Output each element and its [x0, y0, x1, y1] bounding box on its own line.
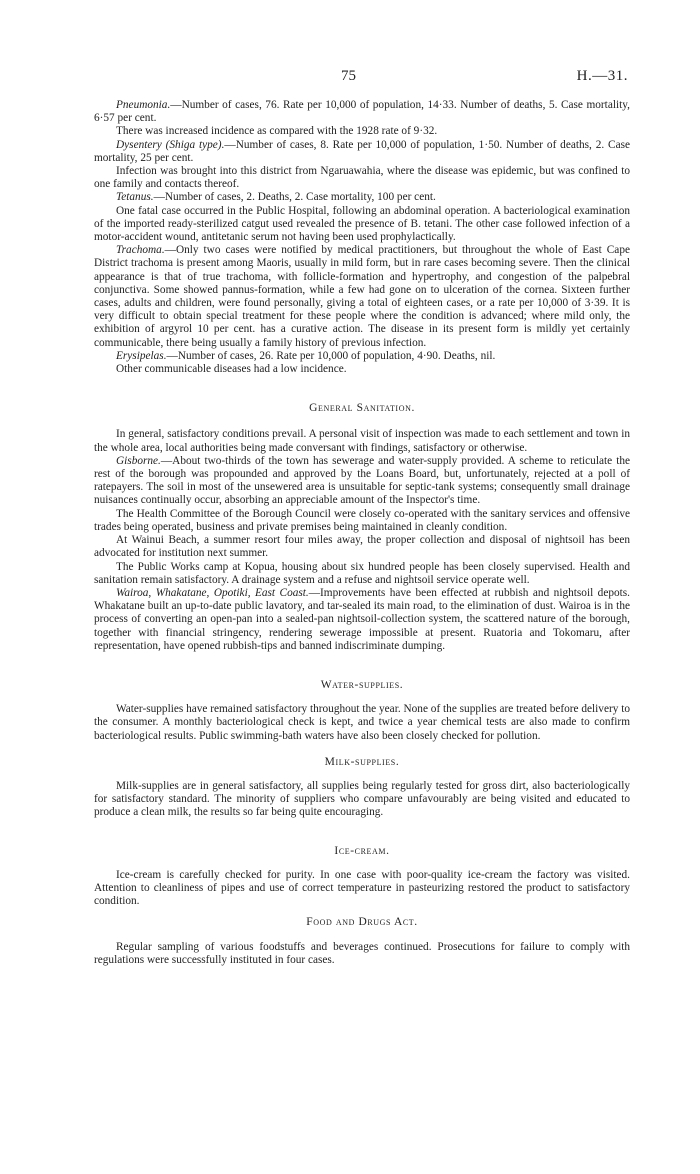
sanitation-intro: In general, satisfactory conditions prevail. A personal visit of inspection was made to each settlement and town in the whole area, local authorities being made conversant with findings, satisfactory or otherwise.	[94, 428, 630, 454]
food-drugs-paragraph: Regular sampling of various foodstuffs and beverages continued. Prosecutions for failure to comply with regulations were successfully instituted in four cases.	[94, 940, 630, 966]
general-sanitation-heading: General Sanitation.	[309, 402, 415, 415]
tetanus-note: One fatal case occurred in the Public Hospital, following an abdominal operation. A bacteriological examination of the imported ready-sterilized catgut used revealed the presence of B. tetani. The other case followed infection of a motor-accident wound, antitetanic serum not having been used prophylactically.	[94, 204, 630, 244]
dysentery-note: Infection was brought into this district from Ngaruawahia, where the disease was epidemic, but was confined to one family and contacts thereof.	[94, 165, 630, 191]
trachoma-paragraph: Trachoma.—Only two cases were notified by medical practitioners, but throughout the whole of East Cape District trachoma is present among Maoris, usually in mild form, but in rare cases becoming severe. Then the clinical appearance is that of true trachoma, with follicle-formation and hypertrophy, and congestion of the palpebral conjunctiva. Some showed pannus-formation, while a few had gone on to ulceration of the cornea. Sixteen further cases, adults and children, were found personally, giving a total of eighteen cases, or a rate per 10,000 of 3·39. It is very difficult to obtain special treatment for these people where the condition is advanced; where mild only, the exhibition of argyrol 10 per cent. has a curative action. The disease in its present form is mildly yet certainly communicable, there being usually a family history of previous infection.	[94, 244, 630, 349]
wainui-beach-paragraph: At Wainui Beach, a summer resort four miles away, the proper collection and disposal of nightsoil has been advocated for institution next summer.	[94, 534, 630, 560]
other-diseases-note: Other communicable diseases had a low incidence.	[116, 363, 347, 376]
ice-cream-paragraph: Ice-cream is carefully checked for purity. In one case with poor-quality ice-cream the factory was visited. Attention to cleanliness of pipes and use of correct temperature in pasteurizing restored the product to satisfactory condition.	[94, 868, 630, 908]
pneumonia-note: There was increased incidence as compared with the 1928 rate of 9·32.	[116, 125, 438, 138]
report-body	[94, 99, 630, 967]
milk-supplies-paragraph: Milk-supplies are in general satisfactory, all supplies being regularly tested for gross dirt, also bacteriologically for satisfactory standard. The minority of suppliers who compare unfavourably are being visited and educated to produce a clean milk, the results so far being quite encouraging.	[94, 779, 630, 819]
document-reference: H.—31.	[576, 68, 628, 84]
erysipelas-paragraph: Erysipelas.—Number of cases, 26. Rate per 10,000 of population, 4·90. Deaths, nil.	[116, 349, 496, 362]
disease-name: Tetanus.	[116, 191, 154, 204]
communicable-diseases-section	[94, 99, 630, 376]
food-drugs-heading: Food and Drugs Act.	[306, 916, 418, 929]
general-sanitation-section	[94, 428, 630, 652]
health-committee-paragraph: The Health Committee of the Borough Council were closely co-operated with the sanitary services and offensive trades being operated, business and private premises being maintained in cleanly condition.	[94, 507, 630, 533]
disease-name: Trachoma.	[116, 244, 165, 257]
dysentery-paragraph: Dysentery (Shiga type).—Number of cases, 8. Rate per 10,000 of population, 1·50. Number of deaths, 2. Case mortality, 25 per cent.	[94, 138, 630, 164]
gisborne-paragraph: Gisborne.—About two-thirds of the town has sewerage and water-supply provided. A scheme to reticulate the rest of the borough was propounded and approved by the Loans Board, but, unfortunately, rejected at a poll of ratepayers. The soil in most of the unsewered area is unsuitable for septic-tank systems; consequently small drainage nuisances continually occur, absorbing an appreciable amount of the Inspector's time.	[94, 454, 630, 507]
tetanus-paragraph: Tetanus.—Number of cases, 2. Deaths, 2. Case mortality, 100 per cent.	[116, 191, 436, 204]
wairoa-paragraph: Wairoa, Whakatane, Opotiki, East Coast.—Improvements have been effected at rubbish and nightsoil depots. Whakatane built an up-to-date public lavatory, and tar-sealed its main road, to the elimination of dust. Wairoa is in the process of converting an open-pan into a sealed-pan nightsoil-collection system, the scattered nature of the borough, together with financial stringency, rendering sewerage impossible at present. Ruatoria and Tokomaru, after representation, have opened rubbish-tips and banned indiscriminate dumping.	[94, 586, 630, 652]
kopua-camp-paragraph: The Public Works camp at Kopua, housing about six hundred people has been closely supervised. Health and sanitation remain satisfactory. A drainage system and a refuse and nightsoil service operate well.	[94, 560, 630, 586]
place-name: Wairoa, Whakatane, Opotiki, East Coast.	[116, 586, 309, 599]
page-header	[0, 68, 700, 88]
disease-name: Dysentery (Shiga type).	[116, 138, 225, 151]
milk-supplies-heading: Milk-supplies.	[324, 755, 400, 768]
pneumonia-paragraph: Pneumonia.—Number of cases, 76. Rate per 10,000 of population, 14·33. Number of deaths, 5. Case mortality, 6·57 per cent.	[94, 99, 630, 125]
ice-cream-heading: Ice-cream.	[334, 844, 390, 857]
disease-name: Pneumonia.	[116, 99, 171, 111]
page-number: 75	[341, 68, 356, 84]
place-name: Gisborne.	[116, 454, 161, 467]
water-supplies-paragraph: Water-supplies have remained satisfactory throughout the year. None of the supplies are treated before delivery to the consumer. A monthly bacteriological check is kept, and twice a year chemical tests are also made to confirm bacteriological results. Public swimming-bath waters have also been closely checked for pollution.	[94, 703, 630, 742]
water-supplies-heading: Water-supplies.	[320, 678, 404, 691]
disease-name: Erysipelas.	[116, 349, 167, 362]
